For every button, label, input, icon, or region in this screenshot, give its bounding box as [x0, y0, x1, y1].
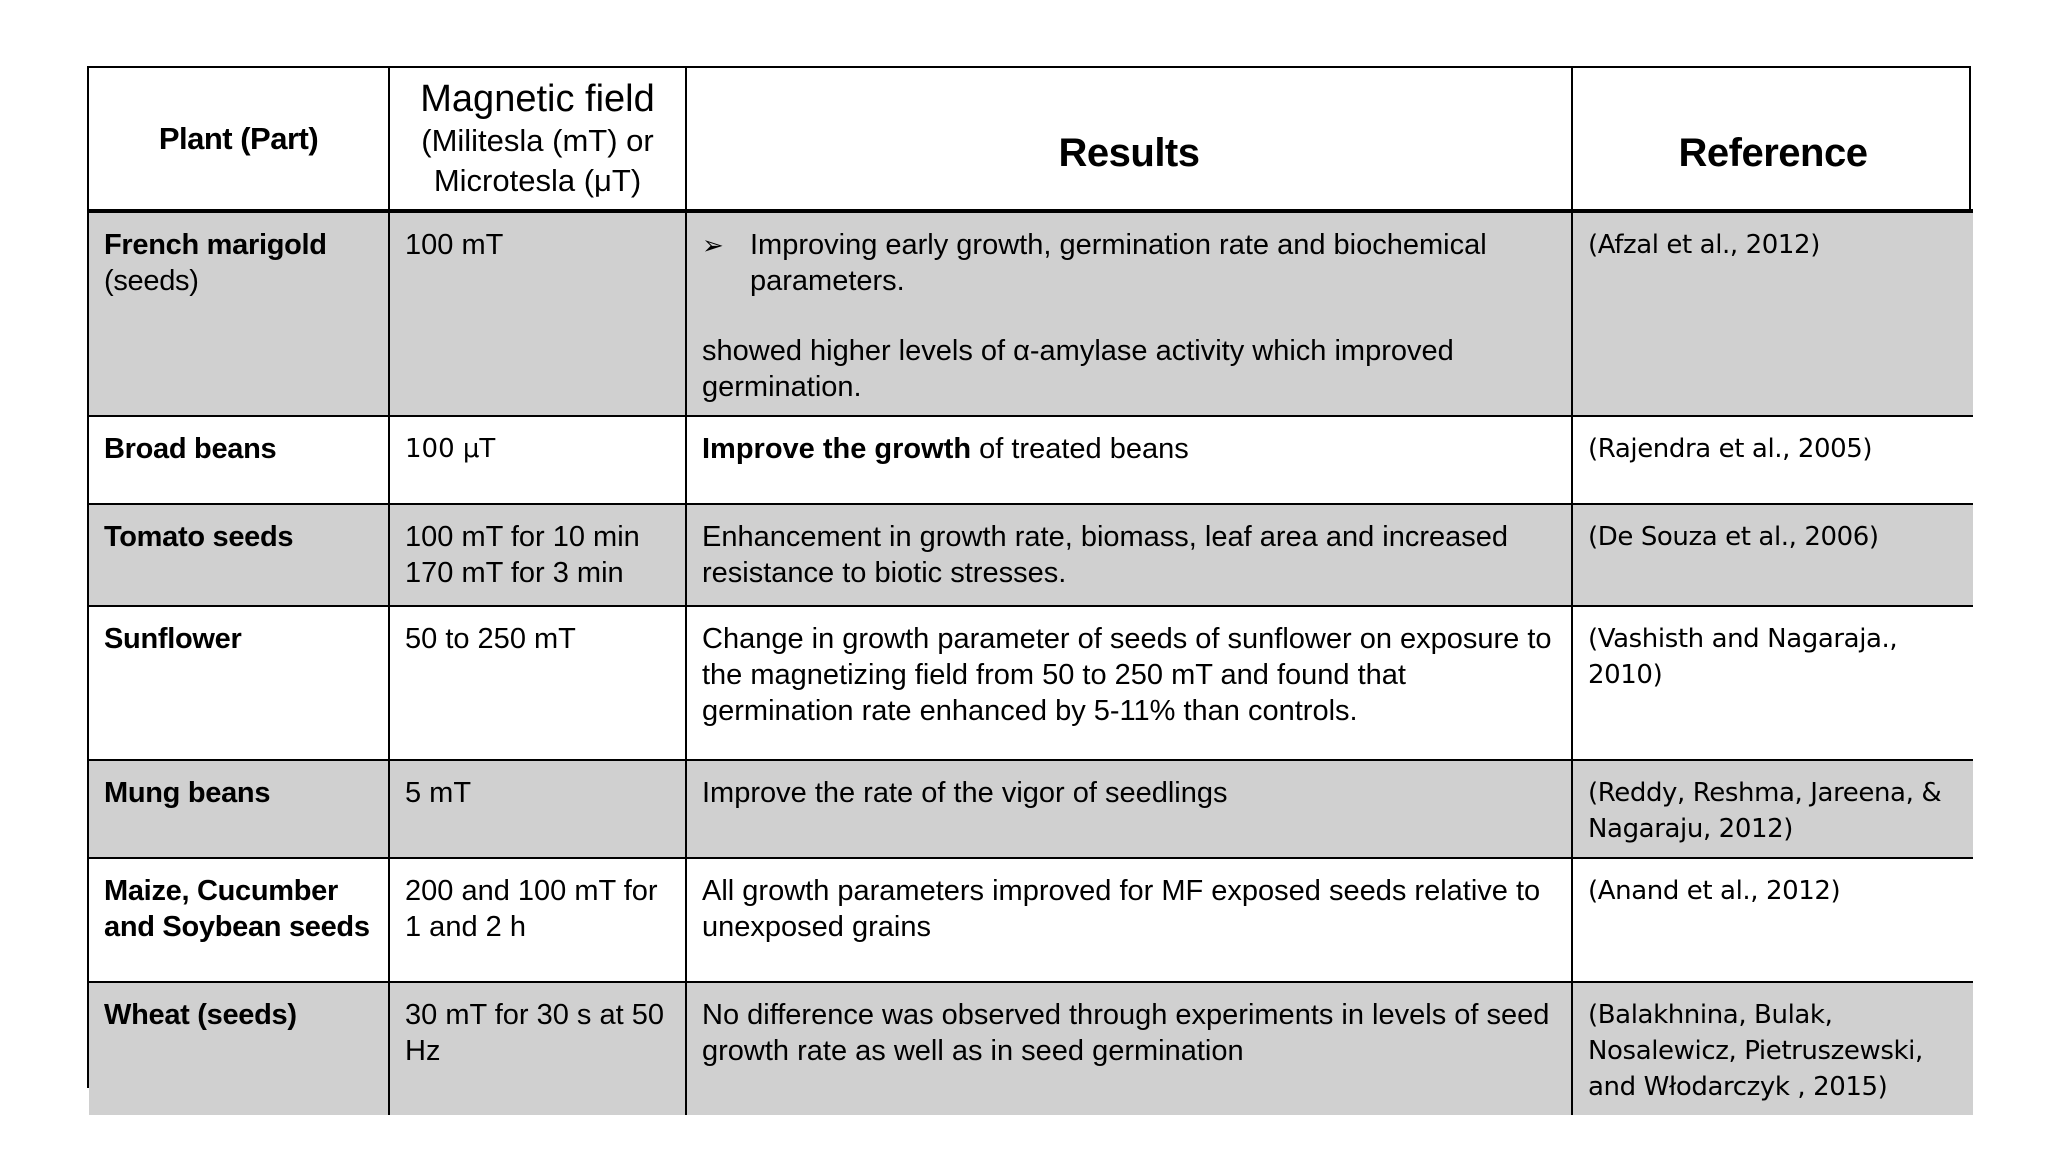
result-bullet-text: Improving early growth, germination rate and biochemical parameters. — [750, 229, 1487, 297]
cell-results: Change in growth parameter of seeds of sunflower on exposure to the magnetizing field from 50 to 250 mT and found that germination rate enhanced by 5-11% than controls. — [686, 606, 1572, 760]
field-line2: 170 mT for 3 min — [405, 557, 624, 589]
cell-field: 100 mT — [389, 211, 686, 416]
cell-reference: (Balakhnina, Bulak, Nosalewicz, Pietruszewski, and Włodarczyk , 2015) — [1572, 982, 1973, 1115]
cell-field: 200 and 100 mT for 1 and 2 h — [389, 858, 686, 982]
cell-field — [389, 504, 686, 606]
table-row — [89, 416, 1973, 504]
result-bold-text: Improve the growth — [702, 433, 972, 465]
table-row — [89, 504, 1973, 606]
cell-plant — [89, 760, 389, 858]
header-results: Results — [686, 68, 1572, 211]
plant-name: Tomato seeds — [104, 521, 294, 553]
field-line1: 100 mT for 10 min — [405, 521, 640, 553]
plant-part: (seeds) — [104, 265, 199, 297]
cell-plant — [89, 416, 389, 504]
arrow-bullet-icon: ➢ — [702, 230, 724, 260]
result-text: of treated beans — [971, 433, 1189, 465]
cell-plant — [89, 982, 389, 1115]
plant-name: French marigold — [104, 229, 327, 261]
table-row — [89, 211, 1973, 416]
cell-results: No difference was observed through experiments in levels of seed growth rate as well as in seed germination — [686, 982, 1572, 1115]
cell-plant — [89, 504, 389, 606]
table-row — [89, 606, 1973, 760]
plant-name: Mung beans — [104, 777, 271, 809]
cell-plant — [89, 606, 389, 760]
table-row — [89, 982, 1973, 1115]
cell-reference: (Afzal et al., 2012) — [1572, 211, 1973, 416]
cell-reference: (Vashisth and Nagaraja., 2010) — [1572, 606, 1973, 760]
result-bullet-item — [702, 227, 1556, 299]
table-row — [89, 858, 1973, 982]
cell-plant — [89, 211, 389, 416]
cell-results — [686, 416, 1572, 504]
header-reference: Reference — [1572, 68, 1973, 211]
magnetic-field-table — [89, 68, 1973, 1115]
plant-name: Sunflower — [104, 623, 242, 655]
header-field-line1: Magnetic field — [420, 77, 655, 120]
plant-name: Wheat (seeds) — [104, 999, 297, 1031]
cell-reference: (Reddy, Reshma, Jareena, & Nagaraju, 2012) — [1572, 760, 1973, 858]
cell-reference: (Anand et al., 2012) — [1572, 858, 1973, 982]
cell-results — [686, 211, 1572, 416]
header-magnetic-field — [389, 68, 686, 211]
header-row — [89, 68, 1973, 211]
header-field-line3: Microtesla (μT) — [433, 162, 642, 198]
table-frame — [87, 66, 1971, 1102]
result-text: showed higher levels of α-amylase activity which improved germination. — [702, 335, 1454, 403]
cell-reference: (Rajendra et al., 2005) — [1572, 416, 1973, 504]
cell-field: 30 mT for 30 s at 50 Hz — [389, 982, 686, 1115]
header-field-line2: (Militesla (mT) or — [421, 122, 654, 158]
cell-reference: (De Souza et al., 2006) — [1572, 504, 1973, 606]
header-plant: Plant (Part) — [89, 68, 389, 211]
cell-plant — [89, 858, 389, 982]
cell-results: Enhancement in growth rate, biomass, leaf area and increased resistance to biotic stresses. — [686, 504, 1572, 606]
table-row — [89, 760, 1973, 858]
cell-results: All growth parameters improved for MF exposed seeds relative to unexposed grains — [686, 858, 1572, 982]
cell-field: 100 μT — [389, 416, 686, 504]
plant-name: Broad beans — [104, 433, 277, 465]
cell-field: 50 to 250 mT — [389, 606, 686, 760]
cell-field: 5 mT — [389, 760, 686, 858]
cell-results: Improve the rate of the vigor of seedlings — [686, 760, 1572, 858]
plant-name: Maize, Cucumber and Soybean seeds — [104, 875, 370, 943]
